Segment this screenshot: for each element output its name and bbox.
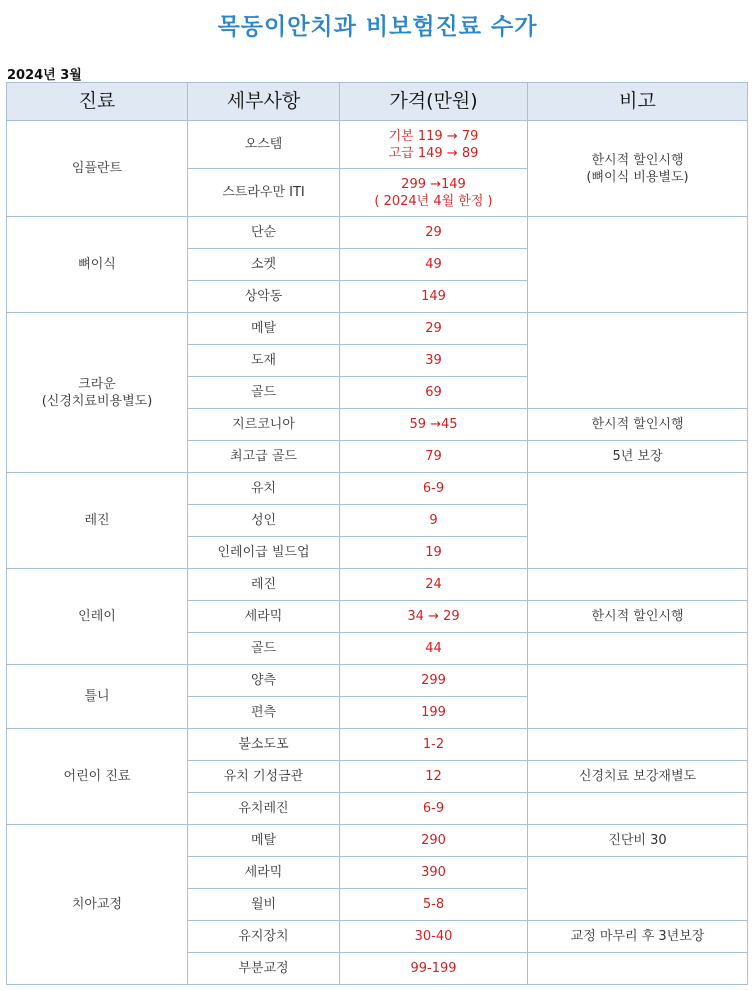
price-cell: 24 (340, 569, 528, 601)
category-cell (7, 313, 188, 473)
header-detail: 세부사항 (188, 83, 340, 121)
header-price: 가격(만원) (340, 83, 528, 121)
price-cell: 30-40 (340, 921, 528, 953)
category-line: 크라운 (78, 376, 116, 392)
detail-cell: 성인 (188, 505, 340, 537)
table-row (7, 825, 748, 857)
category-cell: 틀니 (7, 665, 188, 729)
price-cell: 44 (340, 633, 528, 665)
category-cell: 인레이 (7, 569, 188, 665)
table-row (7, 313, 748, 345)
price-cell: 69 (340, 377, 528, 409)
note-cell: 신경치료 보강재별도 (528, 761, 748, 793)
detail-cell: 소켓 (188, 249, 340, 281)
price-cell (340, 121, 528, 169)
detail-cell: 단순 (188, 217, 340, 249)
detail-cell: 지르코니아 (188, 409, 340, 441)
category-line: (신경치료비용별도) (41, 393, 153, 409)
category-cell: 치아교정 (7, 825, 188, 985)
category-cell: 레진 (7, 473, 188, 569)
price-cell: 5-8 (340, 889, 528, 921)
detail-cell: 메탈 (188, 313, 340, 345)
detail-cell: 레진 (188, 569, 340, 601)
category-cell: 어린이 진료 (7, 729, 188, 825)
detail-cell: 유치 (188, 473, 340, 505)
note-cell: 5년 보장 (528, 441, 748, 473)
price-cell: 34 → 29 (340, 601, 528, 633)
price-cell: 12 (340, 761, 528, 793)
note-cell (528, 473, 748, 569)
detail-cell: 양측 (188, 665, 340, 697)
detail-cell: 상악동 (188, 281, 340, 313)
category-cell: 뼈이식 (7, 217, 188, 313)
table-row (7, 473, 748, 505)
note-cell (528, 569, 748, 601)
table-row (7, 729, 748, 761)
price-cell: 290 (340, 825, 528, 857)
header-category: 진료 (7, 83, 188, 121)
page-title: 목동이안치과 비보험진료 수가 (217, 14, 538, 40)
price-cell: 29 (340, 217, 528, 249)
price-cell: 390 (340, 857, 528, 889)
price-cell: 19 (340, 537, 528, 569)
table-row (7, 121, 748, 169)
detail-cell: 오스템 (188, 121, 340, 169)
detail-cell: 골드 (188, 633, 340, 665)
detail-cell: 불소도포 (188, 729, 340, 761)
detail-cell: 스트라우만 ITI (188, 169, 340, 217)
note-cell: 한시적 할인시행 (528, 601, 748, 633)
table-row (7, 665, 748, 697)
detail-cell: 세라믹 (188, 601, 340, 633)
price-cell: 9 (340, 505, 528, 537)
detail-cell: 메탈 (188, 825, 340, 857)
note-cell (528, 121, 748, 217)
header-row (7, 83, 748, 121)
price-cell: 1-2 (340, 729, 528, 761)
detail-cell: 월비 (188, 889, 340, 921)
note-line: (뼈이식 비용별도) (586, 169, 689, 185)
detail-cell: 최고급 골드 (188, 441, 340, 473)
price-line: 299 →149 (401, 176, 466, 192)
price-table (6, 82, 748, 985)
header-note: 비고 (528, 83, 748, 121)
price-cell: 59 →45 (340, 409, 528, 441)
detail-cell: 도재 (188, 345, 340, 377)
price-cell: 49 (340, 249, 528, 281)
detail-cell: 세라믹 (188, 857, 340, 889)
detail-cell: 인레이급 빌드업 (188, 537, 340, 569)
price-cell (340, 169, 528, 217)
note-cell (528, 729, 748, 761)
price-cell: 299 (340, 665, 528, 697)
note-cell (528, 633, 748, 665)
note-cell: 한시적 할인시행 (528, 409, 748, 441)
price-cell: 199 (340, 697, 528, 729)
date-label: 2024년 3월 (7, 68, 82, 83)
note-cell (528, 793, 748, 825)
note-line: 한시적 할인시행 (591, 152, 684, 168)
detail-cell: 유지장치 (188, 921, 340, 953)
note-cell: 교정 마무리 후 3년보장 (528, 921, 748, 953)
note-cell: 진단비 30 (528, 825, 748, 857)
price-cell: 39 (340, 345, 528, 377)
note-cell (528, 953, 748, 985)
note-cell (528, 313, 748, 409)
note-cell (528, 857, 748, 921)
price-cell: 6-9 (340, 793, 528, 825)
note-cell (528, 665, 748, 729)
detail-cell: 골드 (188, 377, 340, 409)
price-line: 기본 119 → 79 (388, 128, 479, 144)
category-cell: 임플란트 (7, 121, 188, 217)
price-cell: 29 (340, 313, 528, 345)
note-cell (528, 217, 748, 313)
detail-cell: 유치레진 (188, 793, 340, 825)
table-row (7, 569, 748, 601)
price-cell: 79 (340, 441, 528, 473)
table-row (7, 217, 748, 249)
detail-cell: 편측 (188, 697, 340, 729)
price-cell: 149 (340, 281, 528, 313)
price-cell: 99-199 (340, 953, 528, 985)
price-line: ( 2024년 4월 한정 ) (374, 193, 493, 209)
price-cell: 6-9 (340, 473, 528, 505)
detail-cell: 유치 기성금관 (188, 761, 340, 793)
price-line: 고급 149 → 89 (388, 145, 479, 161)
detail-cell: 부분교정 (188, 953, 340, 985)
